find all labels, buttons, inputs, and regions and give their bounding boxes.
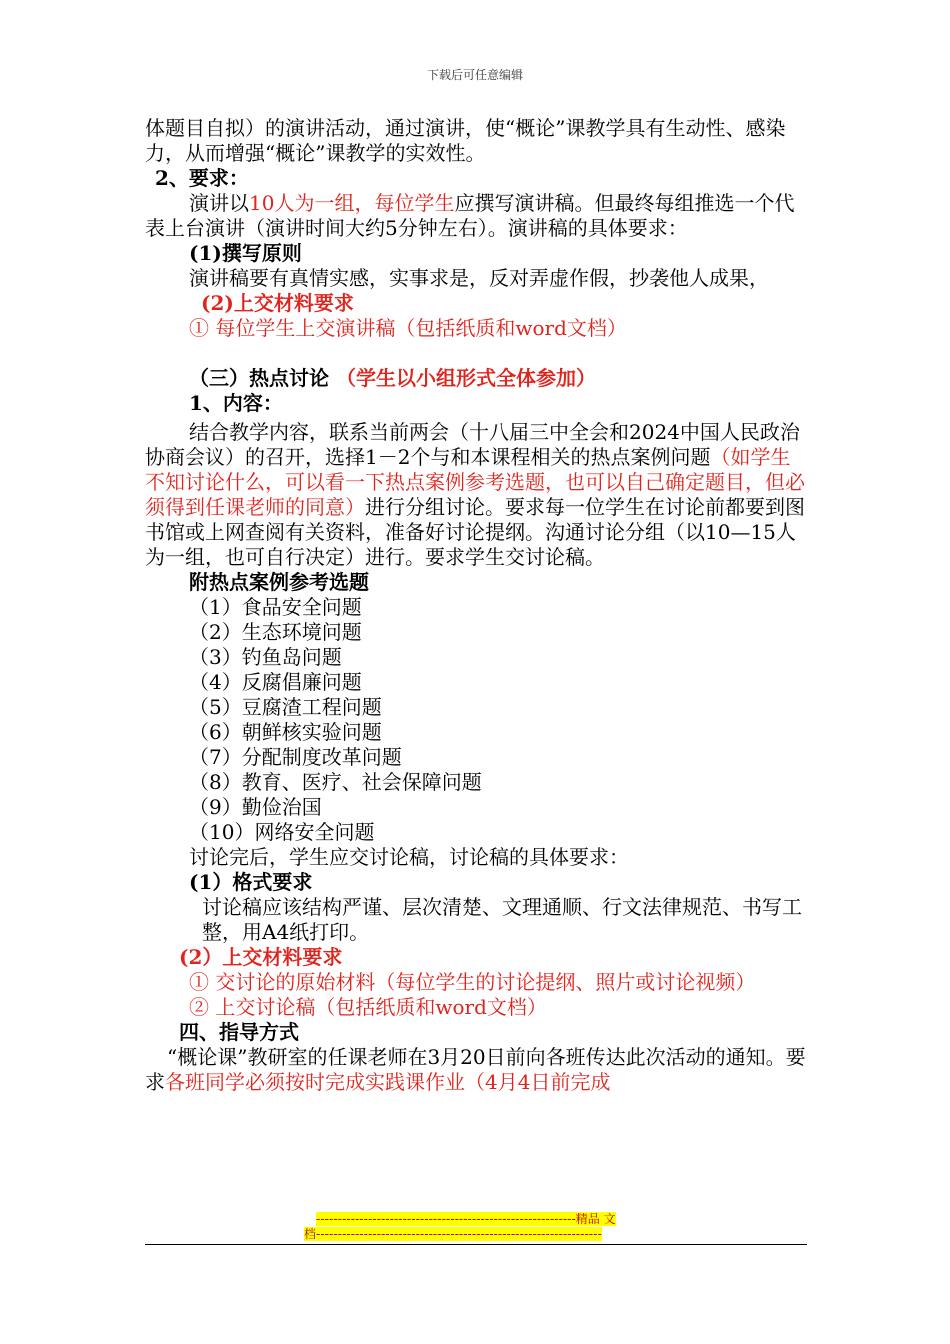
- list-item: （1）食品安全问题: [189, 595, 362, 619]
- highlight-deadline: 各班同学必须按时完成实践课作业（4月4日前完成: [165, 1070, 611, 1094]
- heading-submission-requirements-2: (2）上交材料要求: [179, 945, 343, 969]
- heading-submission-requirements: (2)上交材料要求: [201, 291, 354, 315]
- highlight-participation: （学生以小组形式全体参加）: [335, 366, 596, 390]
- list-item: （5）豆腐渣工程问题: [189, 695, 382, 719]
- list-item: （2）生态环境问题: [189, 620, 362, 644]
- page-header: 下载后可任意编辑: [426, 68, 523, 82]
- paragraph-writing-principles: 演讲稿要有真情实感，实事求是，反对弄虚作假，抄袭他人成果，: [189, 266, 769, 290]
- paragraph-guidance: “概论课”教研室的任课老师在3月20日前向各班传达此次活动的通知。要求各班同学必须按时完成实践课作业（4月4日前完成: [145, 1045, 806, 1094]
- paragraph-submit-discussion-draft: ② 上交讨论稿（包括纸质和word文档）: [189, 995, 547, 1019]
- footer-watermark: ------------------------------------------------------------精品 文 档------------------------------------------------------------------: [304, 1212, 616, 1241]
- heading-writing-principles: (1)撰写原则: [189, 241, 302, 265]
- list-item: （3）钓鱼岛问题: [189, 645, 342, 669]
- paragraph-intro-continued: 体题目自拟）的演讲活动，通过演讲，使“概论”课教学具有生动性、感染力，从而增强“概论”课教学的实效性。: [145, 116, 786, 165]
- heading-guidance: 四、指导方式: [179, 1020, 299, 1044]
- list-item: （4）反腐倡廉问题: [189, 670, 362, 694]
- document-body: [145, 116, 807, 1095]
- topic-list: [145, 595, 807, 845]
- paragraph-format-requirements: 讨论稿应该结构严谨、层次清楚、文理通顺、行文法律规范、书写工整，用A4纸打印。: [202, 895, 802, 944]
- heading-format-requirements: (1）格式要求: [189, 870, 313, 894]
- paragraph-submit-raw-materials: ① 交讨论的原始材料（每位学生的讨论提纲、照片或讨论视频）: [189, 970, 756, 994]
- paragraph-after-discussion: 讨论完后，学生应交讨论稿，讨论稿的具体要求：: [189, 845, 629, 869]
- list-item: （8）教育、医疗、社会保障问题: [189, 770, 482, 794]
- highlight-group-size: 10人为一组，每位学生: [249, 191, 455, 215]
- highlight-topic-hint: （如学生不知讨论什么，可以看一下热点案例参考选题，也可以自己确定题目，但必须得到任课老师的同意）: [145, 445, 805, 519]
- paragraph-speech-requirements: 演讲以10人为一组，每位学生应撰写演讲稿。但最终每组推选一个代表上台演讲（演讲时间大约5分钟左右）。演讲稿的具体要求：: [145, 191, 795, 240]
- paragraph-submit-speech: ① 每位学生上交演讲稿（包括纸质和word文档）: [189, 316, 627, 340]
- list-item: （9）勤俭治国: [189, 795, 322, 819]
- paragraph-discussion-content: 结合教学内容，联系当前两会（十八届三中全会和2024中国人民政治协商会议）的召开，选择1－2个与和本课程相关的热点案例问题（如学生不知讨论什么，可以看一下热点案例参考选题，也可以自己确定题目，但必须得到任课老师的同意）进行分组讨论。要求每一位学生在讨论前都要到图书馆或上网查阅有关资料，准备好讨论提纲。沟通讨论分组（以10—15人为一组，也可自行决定）进行。要求学生交讨论稿。: [145, 420, 805, 569]
- footer-divider: [145, 1244, 807, 1245]
- heading-content: 1、内容：: [189, 391, 283, 415]
- heading-reference-topics: 附热点案例参考选题: [189, 570, 369, 594]
- list-item: （10）网络安全问题: [189, 820, 375, 844]
- heading-requirements: 2、要求：: [155, 166, 249, 190]
- list-item: （7）分配制度改革问题: [189, 745, 402, 769]
- list-item: （6）朝鲜核实验问题: [189, 720, 382, 744]
- heading-section-hot-topics: （三）热点讨论 （学生以小组形式全体参加）: [189, 366, 596, 390]
